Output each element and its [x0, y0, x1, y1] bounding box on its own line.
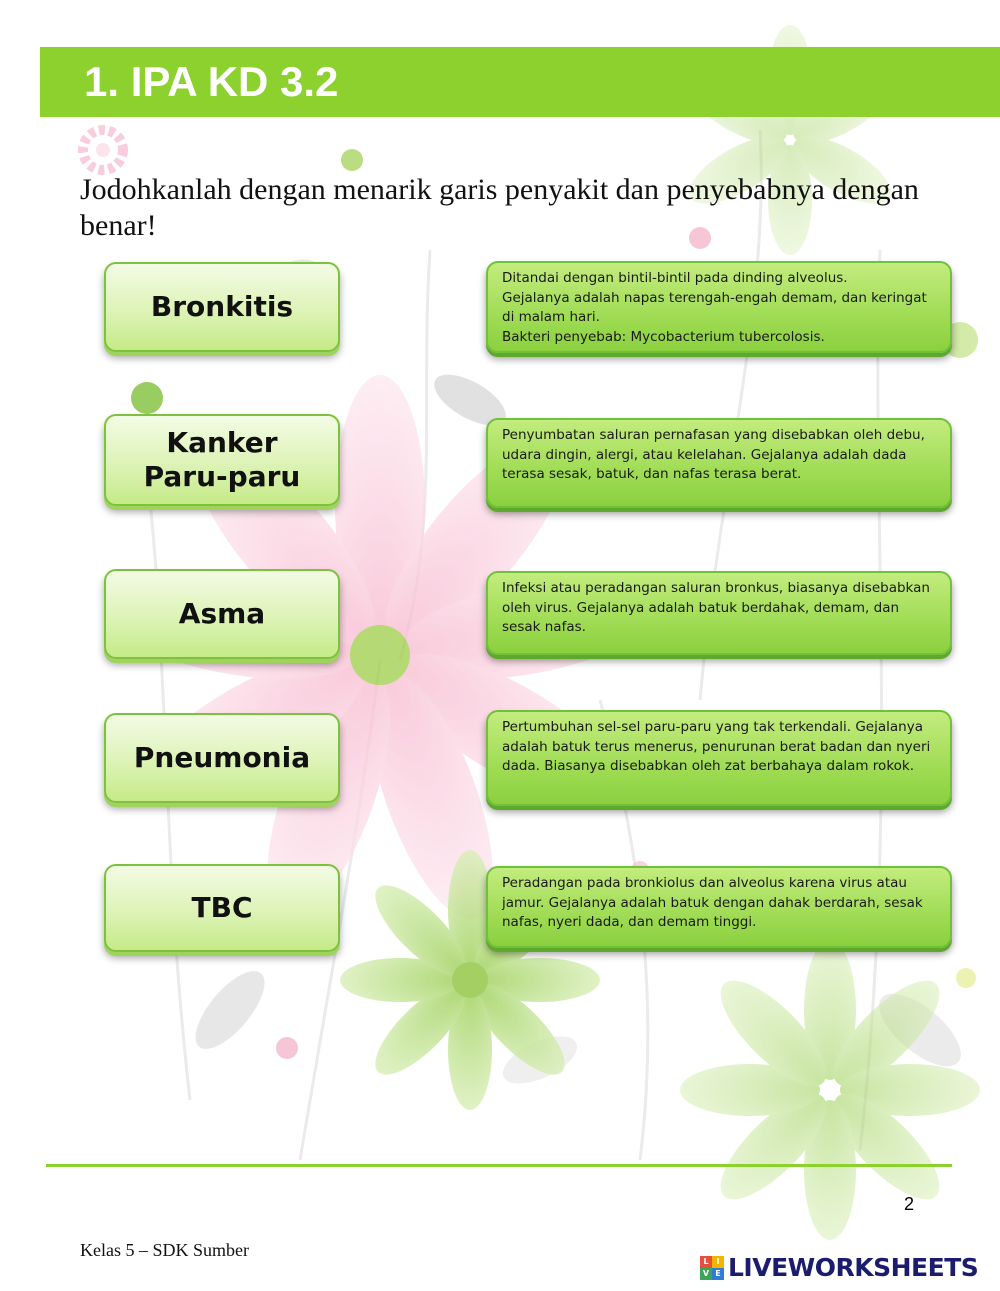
definition-box-2[interactable]: Penyumbatan saluran pernafasan yang disebabkan oleh debu, udara dingin, alergi, atau kelelahan. Gejalanya adalah dada terasa sesak, batuk, dan nafas terasa berat. — [486, 418, 952, 508]
logo-letter: I — [712, 1256, 724, 1268]
brand-wordmark: LIVEWORKSHEETS — [728, 1253, 979, 1282]
liveworksheets-brand[interactable] — [700, 1253, 978, 1282]
definition-box-3[interactable]: Infeksi atau peradangan saluran bronkus, biasanya disebabkan oleh virus. Gejalanya adalah batuk berdahak, demam, dan sesak nafas. — [486, 571, 952, 655]
footer-divider — [46, 1164, 952, 1167]
term-box-asma[interactable]: Asma — [104, 569, 340, 659]
footer-class-label: Kelas 5 – SDK Sumber — [80, 1240, 249, 1260]
instruction-text: Jodohkanlah dengan menarik garis penyakit dan penyebabnya dengan benar! — [80, 173, 919, 242]
page-number: 2 — [904, 1194, 915, 1214]
definition-box-4[interactable]: Pertumbuhan sel-sel paru-paru yang tak terkendali. Gejalanya adalah batuk terus menerus, penurunan berat badan dan nyeri dada. Biasanya disebabkan oleh zat berbahaya dalam rokok. — [486, 710, 952, 806]
page-title: 1. IPA KD 3.2 — [84, 58, 339, 105]
term-box-bronkitis[interactable]: Bronkitis — [104, 262, 340, 352]
term-box-pneumonia[interactable]: Pneumonia — [104, 713, 340, 803]
term-box-kanker-paru-paru[interactable]: Kanker Paru-paru — [104, 414, 340, 506]
liveworksheets-logo-icon — [700, 1256, 724, 1280]
logo-letter: V — [700, 1268, 712, 1280]
header-band — [40, 47, 1000, 117]
term-box-tbc[interactable]: TBC — [104, 864, 340, 952]
definition-box-1[interactable]: Ditandai dengan bintil-bintil pada dinding alveolus. Gejalanya adalah napas terengah-engah demam, dan keringat di malam hari. Bakteri penyebab: Mycobacterium tubercolosis. — [486, 261, 952, 353]
logo-letter: E — [712, 1268, 724, 1280]
definition-box-5[interactable]: Peradangan pada bronkiolus dan alveolus karena virus atau jamur. Gejalanya adalah batuk dengan dahak berdarah, sesak nafas, nyeri dada, dan demam tinggi. — [486, 866, 952, 948]
logo-letter: L — [700, 1256, 712, 1268]
